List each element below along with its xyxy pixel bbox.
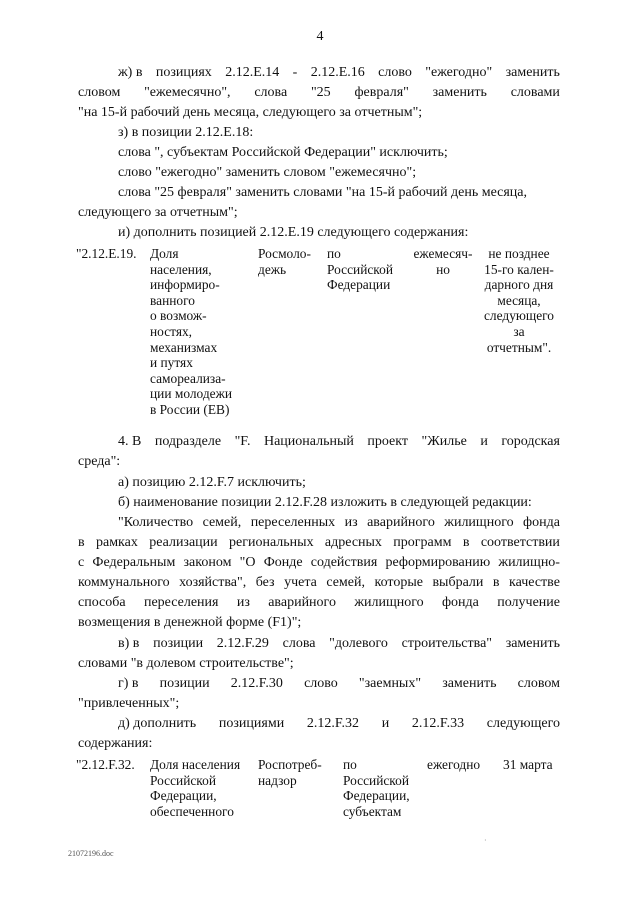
word: которые bbox=[374, 575, 423, 590]
word: позиции bbox=[153, 636, 204, 651]
word: слова bbox=[282, 636, 316, 651]
item-4v-line-2: словами "в долевом строительстве"; bbox=[78, 656, 294, 671]
word: 2.12.F.30 bbox=[230, 676, 283, 691]
item-zh-line-2 bbox=[78, 84, 560, 102]
word: подразделе bbox=[154, 434, 222, 449]
word: словом bbox=[78, 85, 121, 100]
word: 2.12.F.33 bbox=[411, 716, 465, 731]
item-4-line-2: среда": bbox=[78, 454, 121, 469]
word: переселения bbox=[143, 595, 219, 610]
word: адресных bbox=[324, 535, 382, 550]
word: жилищного bbox=[354, 595, 424, 610]
item-4a: а) позицию 2.12.F.7 исключить; bbox=[118, 475, 306, 490]
word: 2.12.Е.16 bbox=[310, 65, 365, 80]
word: "F. bbox=[234, 434, 251, 449]
table2-agency: Роспотреб- надзор bbox=[258, 757, 322, 788]
word: следующего bbox=[486, 716, 560, 731]
item-4g-line-1 bbox=[118, 675, 560, 693]
word: способа bbox=[78, 595, 126, 610]
word: 2.12.Е.14 bbox=[225, 65, 280, 80]
quote-line-2 bbox=[78, 534, 560, 552]
word: в bbox=[462, 535, 470, 550]
word: заменить bbox=[505, 636, 560, 651]
word: без bbox=[255, 575, 275, 590]
word: хозяйства", bbox=[179, 575, 247, 590]
footer-filename: 21072196.doc bbox=[68, 849, 114, 858]
table2-code: "2.12.F.32. bbox=[76, 757, 135, 772]
quote-line-6: возмещения в денежной форме (F1)"; bbox=[78, 615, 302, 630]
item-z-heading: з) в позиции 2.12.Е.18: bbox=[118, 125, 254, 140]
word: рамках bbox=[95, 535, 138, 550]
word: получение bbox=[497, 595, 560, 610]
table1-agency: Росмоло- дежь bbox=[258, 246, 311, 277]
word: жилищного bbox=[444, 515, 514, 530]
word: реформированию bbox=[385, 555, 491, 570]
table1-level: по Российской Федерации bbox=[327, 246, 393, 293]
word: ж) в bbox=[118, 65, 143, 80]
word: городская bbox=[501, 434, 560, 449]
word: семей, bbox=[326, 575, 365, 590]
word: заменить bbox=[505, 65, 560, 80]
word: и bbox=[480, 434, 488, 449]
footer-mark: · bbox=[484, 836, 487, 845]
quote-line-3 bbox=[78, 554, 560, 572]
word: заменить bbox=[442, 676, 497, 691]
word: 2.12.F.32 bbox=[306, 716, 360, 731]
word: содействия bbox=[310, 555, 378, 570]
table2-level: по Российской Федерации, субъектам bbox=[343, 757, 410, 819]
word: переселенных bbox=[250, 515, 336, 530]
word: 4. В bbox=[118, 434, 142, 449]
item-4b: б) наименование позиции 2.12.F.28 изложить в следующей редакции: bbox=[118, 495, 532, 510]
item-4d-line-2: содержания: bbox=[78, 736, 153, 751]
word: из bbox=[236, 595, 250, 610]
word: аварийного bbox=[367, 515, 435, 530]
word: выбрали bbox=[432, 575, 484, 590]
word: словом bbox=[517, 676, 560, 691]
word: строительства" bbox=[401, 636, 492, 651]
word: жилищно- bbox=[498, 555, 560, 570]
word: фонда bbox=[523, 515, 560, 530]
quote-line-5 bbox=[78, 594, 560, 612]
word: "заемных" bbox=[358, 676, 422, 691]
word: из bbox=[344, 515, 358, 530]
word: "ежегодно" bbox=[425, 65, 493, 80]
word: "25 bbox=[310, 85, 331, 100]
item-z-line-5: следующего за отчетным"; bbox=[78, 205, 238, 220]
item-4-line-1 bbox=[118, 433, 560, 451]
item-4g-line-2: "привлеченных"; bbox=[78, 696, 180, 711]
quote-line-4 bbox=[78, 574, 560, 592]
table1-code: "2.12.Е.19. bbox=[76, 246, 137, 261]
quote-line-1 bbox=[118, 514, 560, 532]
word: позициями bbox=[218, 716, 285, 731]
word: в bbox=[492, 575, 500, 590]
word: и bbox=[381, 716, 390, 731]
word: законом bbox=[183, 555, 232, 570]
word: в bbox=[78, 535, 85, 550]
table1-deadline: не позднее 15-го кален- дарного дня месяца, следующего за отчетным". bbox=[483, 246, 554, 355]
word: "долевого bbox=[329, 636, 388, 651]
word: в) в bbox=[118, 636, 140, 651]
table1-frequency: ежемесяч- но bbox=[413, 246, 473, 277]
table2-frequency: ежегодно bbox=[427, 757, 481, 772]
page-number: 4 bbox=[316, 29, 324, 44]
word: коммунального bbox=[78, 575, 170, 590]
item-i: и) дополнить позицией 2.12.Е.19 следующего содержания: bbox=[118, 225, 469, 240]
word: Фонде bbox=[263, 555, 303, 570]
table2-deadline: 31 марта bbox=[503, 757, 553, 772]
word: программ bbox=[393, 535, 452, 550]
item-zh-line-3: "на 15-й рабочий день месяца, следующего за отчетным"; bbox=[78, 105, 423, 120]
word: слово bbox=[378, 65, 412, 80]
word: позициях bbox=[155, 65, 212, 80]
word: Национальный bbox=[263, 434, 354, 449]
word: с bbox=[78, 555, 85, 570]
item-zh-line-1 bbox=[118, 64, 560, 82]
word: реализации bbox=[149, 535, 218, 550]
word: семей, bbox=[202, 515, 242, 530]
word: словами bbox=[510, 85, 560, 100]
item-z-line-3: слово "ежегодно" заменить словом "ежемесячно"; bbox=[118, 165, 417, 180]
item-4d-line-1 bbox=[118, 715, 560, 733]
word: качестве bbox=[509, 575, 560, 590]
table1-indicator: Доля населения, информиро- ванного о возмож- ностях, механизмах и путях самореализа- ции молодежи в России (ЕВ) bbox=[150, 246, 233, 417]
word: соответствии bbox=[480, 535, 560, 550]
word: "Количество bbox=[118, 515, 194, 530]
item-4v-line-1 bbox=[118, 635, 560, 653]
word: слова bbox=[254, 85, 288, 100]
word: фонда bbox=[441, 595, 479, 610]
word: "Жилье bbox=[421, 434, 467, 449]
word: Федеральным bbox=[92, 555, 176, 570]
table2-indicator: Доля населения Российской Федерации, обеспеченного bbox=[150, 757, 241, 819]
word: заменить bbox=[432, 85, 487, 100]
item-z-line-2: слова ", субъектам Российской Федерации" исключить; bbox=[118, 145, 448, 160]
item-z-line-4: слова "25 февраля" заменить словами "на 15-й рабочий день месяца, bbox=[118, 185, 527, 200]
word: февраля" bbox=[354, 85, 409, 100]
word: региональных bbox=[229, 535, 314, 550]
word: "О bbox=[239, 555, 256, 570]
word: проект bbox=[367, 434, 409, 449]
word: учета bbox=[284, 575, 317, 590]
word: слово bbox=[304, 676, 338, 691]
word: "ежемесячно", bbox=[144, 85, 231, 100]
word: аварийного bbox=[268, 595, 336, 610]
word: - bbox=[292, 65, 298, 80]
word: 2.12.F.29 bbox=[216, 636, 269, 651]
word: позиции bbox=[159, 676, 210, 691]
word: г) в bbox=[118, 676, 139, 691]
word: д) дополнить bbox=[118, 716, 197, 731]
